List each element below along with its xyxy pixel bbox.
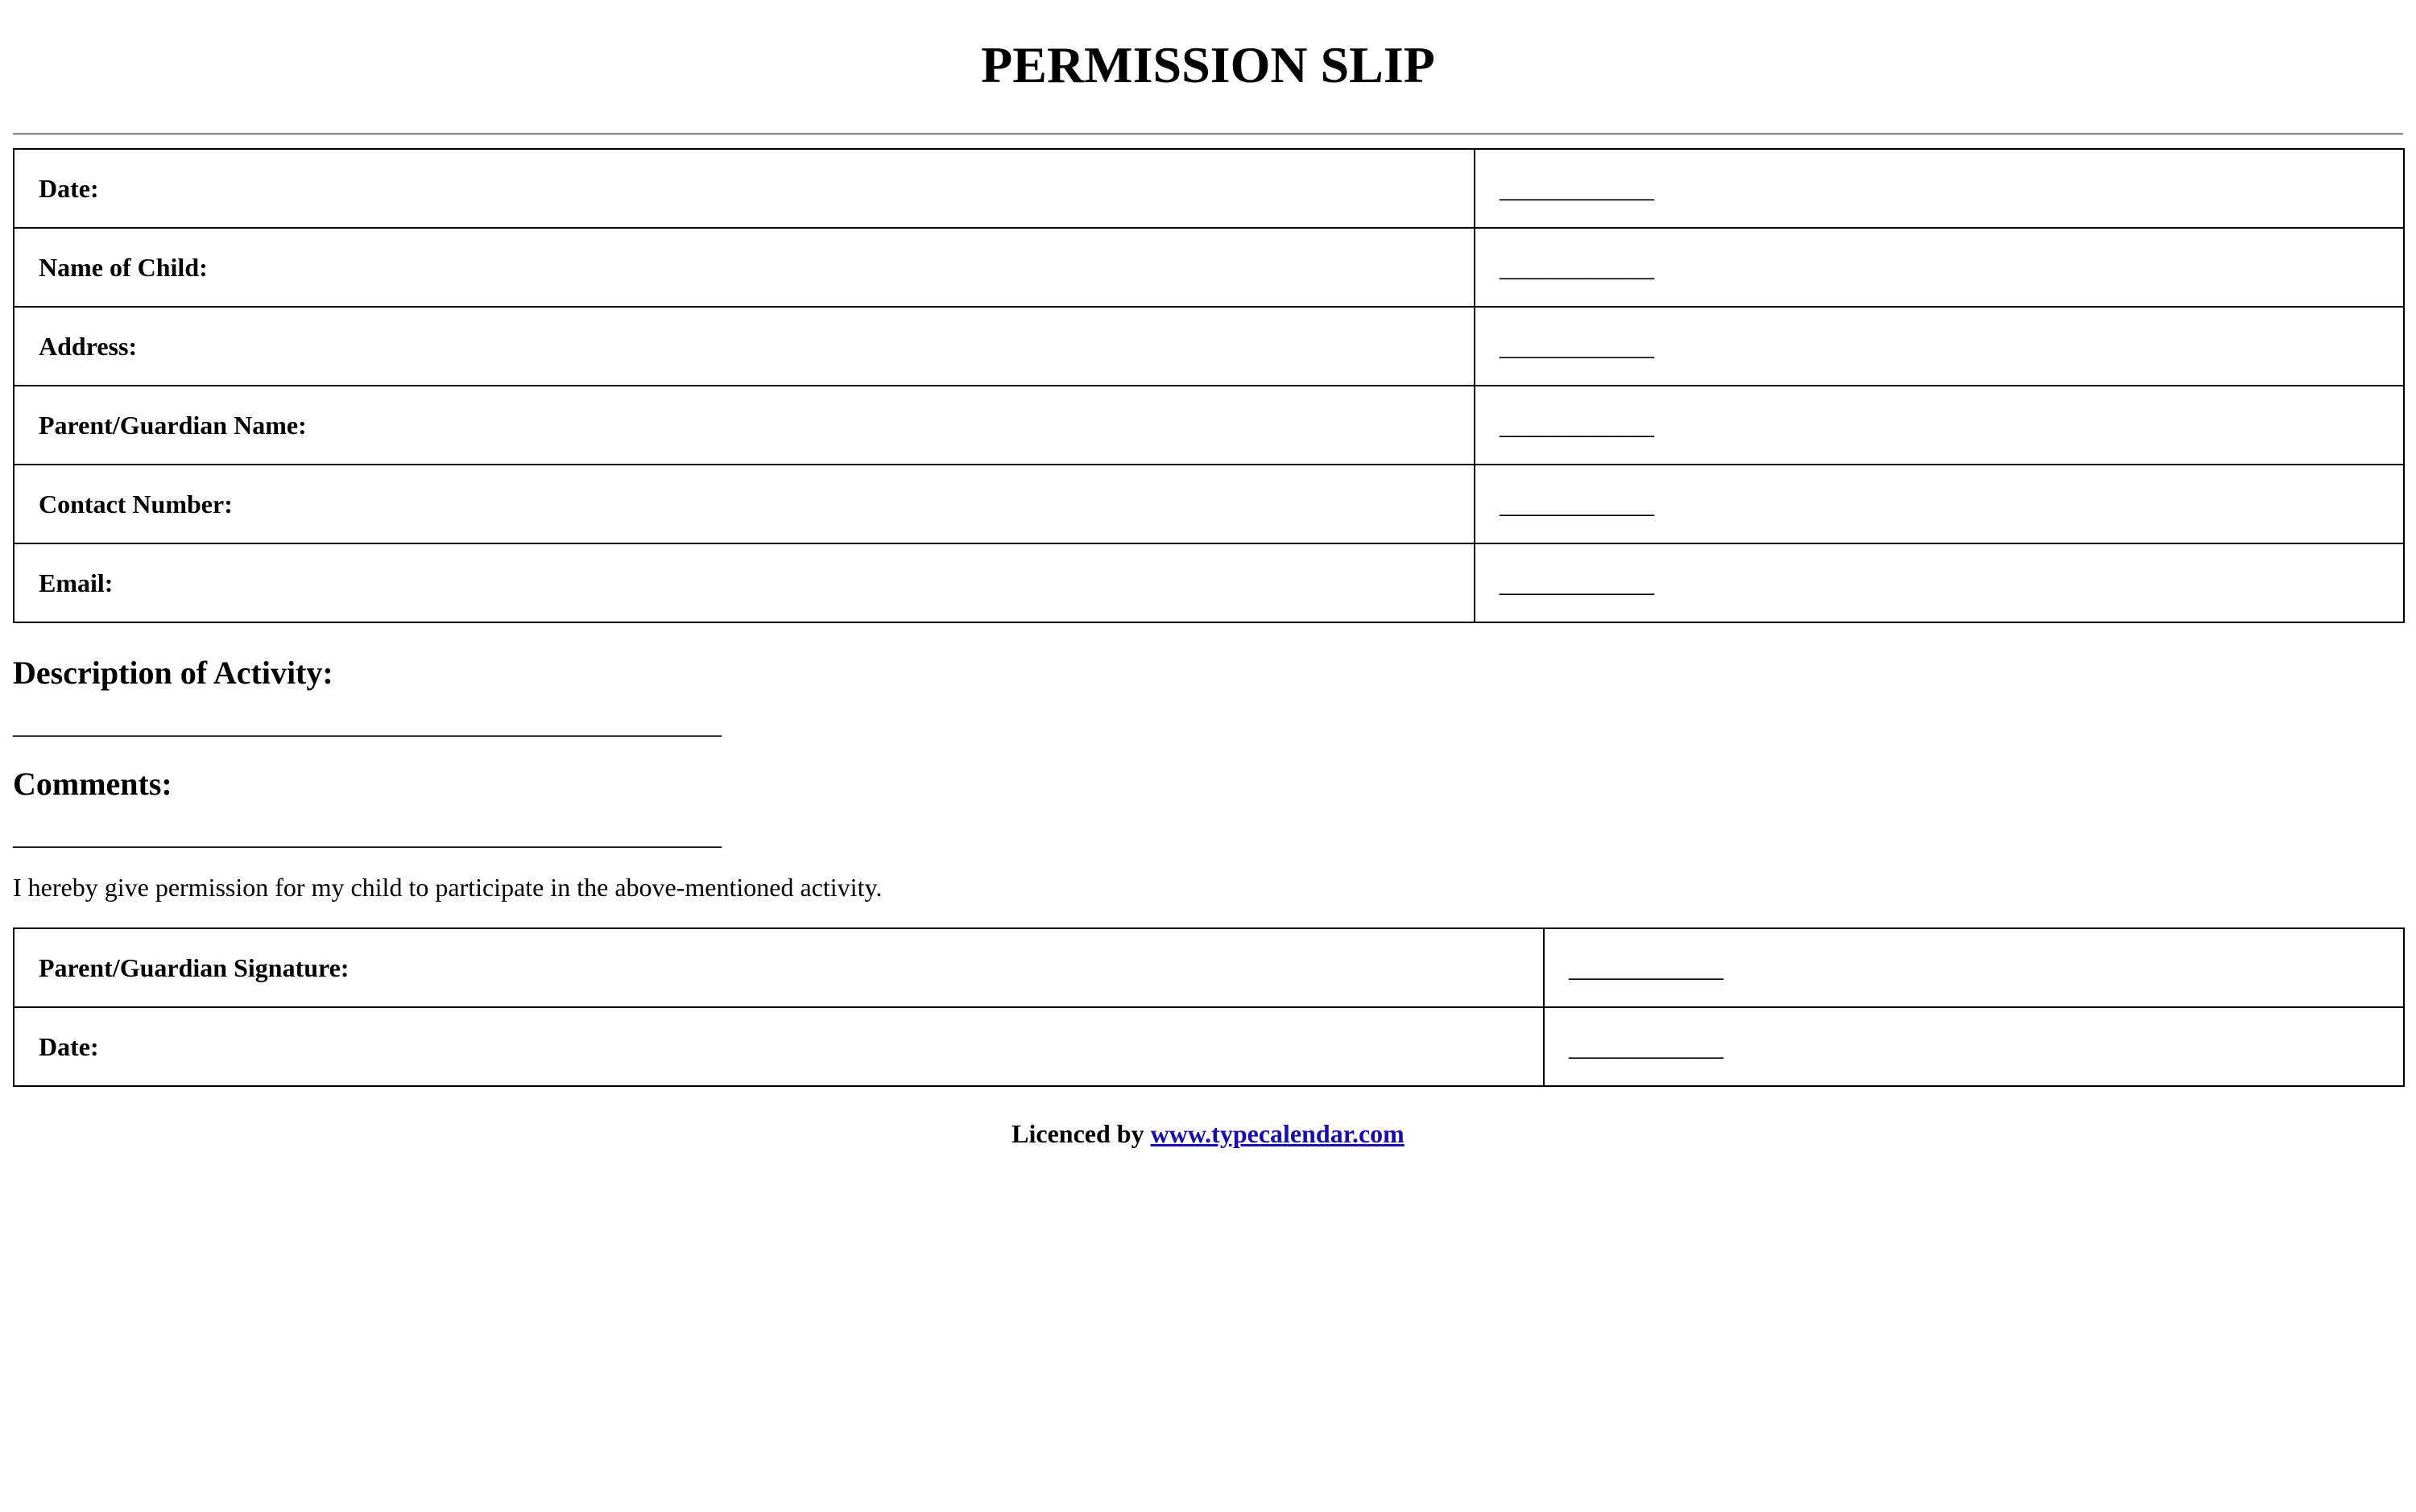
signature-blank[interactable]: ____________ [1544, 928, 2404, 1007]
permission-statement: I hereby give permission for my child to participate in the above-mentioned activity. [13, 873, 883, 902]
table-row [14, 149, 2404, 228]
table-row [14, 928, 2404, 1007]
table-row [14, 465, 2404, 543]
comments-blank[interactable]: _______________________________________________________ [13, 821, 722, 850]
table-row [14, 543, 2404, 622]
contact-number-blank[interactable]: ____________ [1475, 465, 2404, 543]
signature-table [13, 927, 2405, 1087]
child-name-label: Name of Child: [14, 228, 1475, 307]
guardian-name-label: Parent/Guardian Name: [14, 386, 1475, 465]
table-row [14, 228, 2404, 307]
signature-date-label: Date: [14, 1007, 1544, 1086]
table-row [14, 1007, 2404, 1086]
address-label: Address: [14, 307, 1475, 386]
comments-heading: Comments: [13, 766, 172, 802]
date-blank[interactable]: ____________ [1475, 149, 2404, 228]
email-label: Email: [14, 543, 1475, 622]
contact-number-label: Contact Number: [14, 465, 1475, 543]
permission-slip-page [13, 0, 2403, 1150]
description-heading: Description of Activity: [13, 655, 333, 691]
date-label: Date: [14, 149, 1475, 228]
details-table [13, 148, 2405, 623]
licence-prefix: Licenced by [1011, 1119, 1144, 1148]
email-blank[interactable]: ____________ [1475, 543, 2404, 622]
description-blank[interactable]: _______________________________________________________ [13, 710, 722, 739]
title-divider [13, 133, 2403, 135]
page-title: PERMISSION SLIP [981, 36, 1435, 93]
licence-footer [13, 1117, 2403, 1150]
signature-label: Parent/Guardian Signature: [14, 928, 1544, 1007]
table-row [14, 386, 2404, 465]
signature-date-blank[interactable]: ____________ [1544, 1007, 2404, 1086]
table-row [14, 307, 2404, 386]
typecalendar-link[interactable]: www.typecalendar.com [1150, 1119, 1405, 1148]
address-blank[interactable]: ____________ [1475, 307, 2404, 386]
guardian-name-blank[interactable]: ____________ [1475, 386, 2404, 465]
child-name-blank[interactable]: ____________ [1475, 228, 2404, 307]
